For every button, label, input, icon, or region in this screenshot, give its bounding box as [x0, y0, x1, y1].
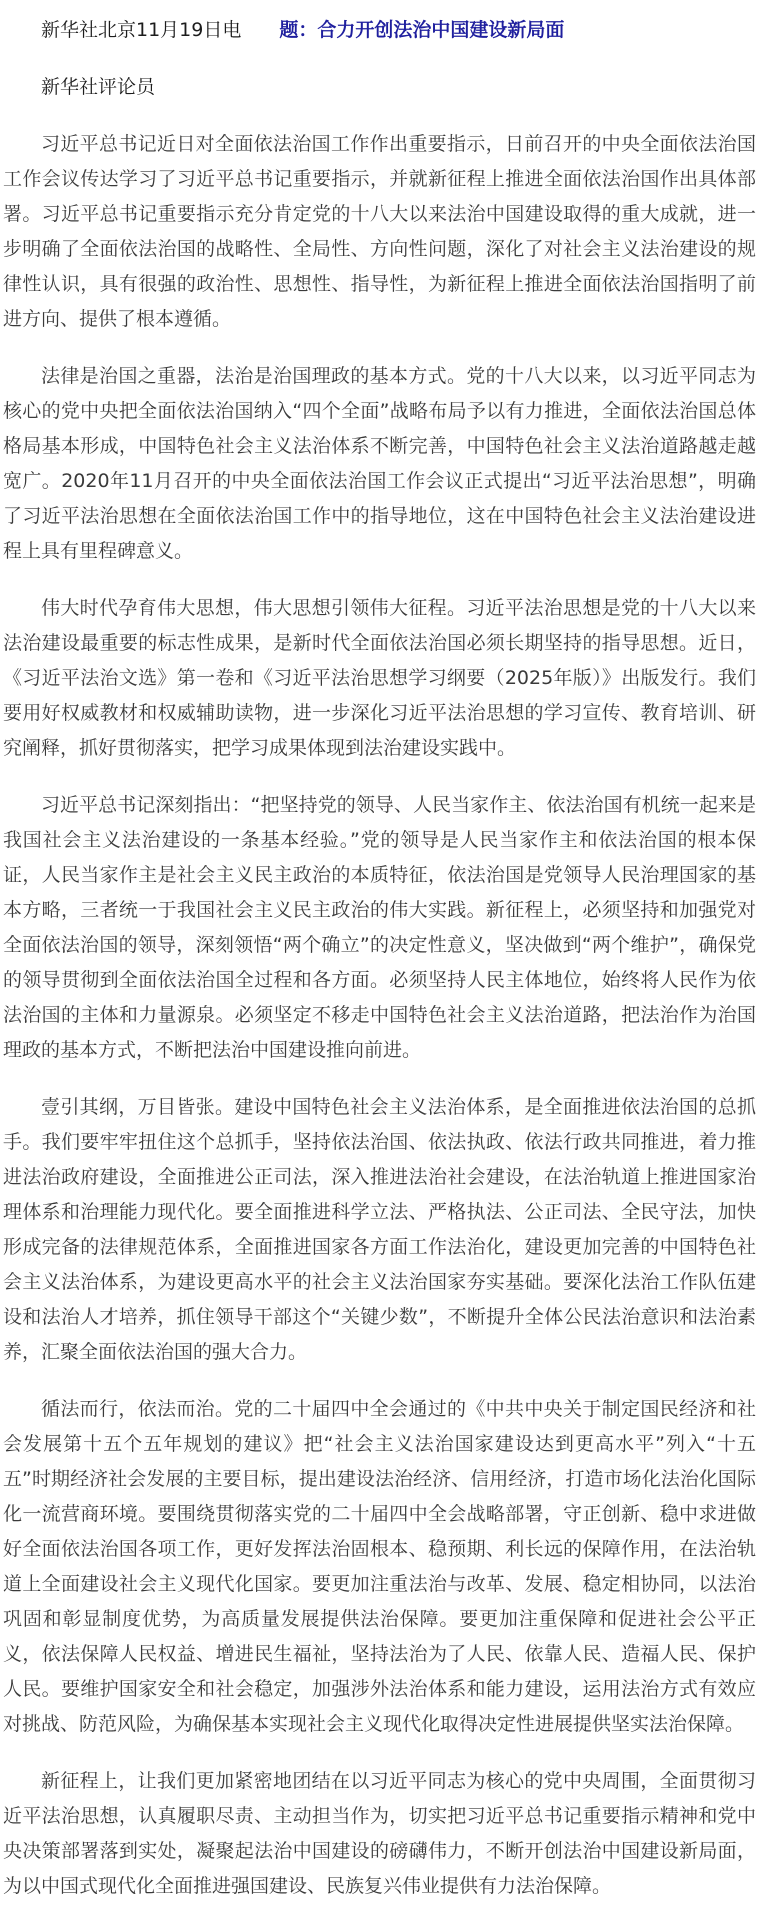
dateline: 新华社北京11月19日电 [41, 19, 242, 41]
author-line: 新华社评论员 [41, 76, 156, 98]
paragraph: 壹引其纲，万目皆张。建设中国特色社会主义法治体系，是全面推进依法治国的总抓手。我们要牢牢扭住这个总抓手，坚持依法治国、依法执政、依法行政共同推进，着力推进法治政府建设，全面推进公正司法，深入推进法治社会建设，在法治轨道上推进国家治理体系和治理能力现代化。要全面推进科学立法、严格执法、公正司法、全民守法，加快形成完备的法律规范体系，全面推进国家各方面工作法治化，建设更加完善的中国特色社会主义法治体系，为建设更高水平的社会主义法治国家夯实基础。要深化法治工作队伍建设和法治人才培养，抓住领导干部这个“关键少数”，不断提升全体公民法治意识和法治素养，汇聚全面依法治国的强大合力。 [3, 1096, 756, 1363]
article-header-line [3, 13, 756, 48]
paragraph: 循法而行，依法而治。党的二十届四中全会通过的《中共中央关于制定国民经济和社会发展第十五个五年规划的建议》把“社会主义法治国家建设达到更高水平”列入“十五五”时期经济社会发展的主要目标，提出建设法治经济、信用经济，打造市场化法治化国际化一流营商环境。要围绕贯彻落实党的二十届四中全会战略部署，守正创新、稳中求进做好全面依法治国各项工作，更好发挥法治固根本、稳预期、利长远的保障作用，在法治轨道上全面建设社会主义现代化国家。要更加注重法治与改革、发展、稳定相协同，以法治巩固和彰显制度优势，为高质量发展提供法治保障。要更加注重保障和促进社会公平正义，依法保障人民权益、增进民生福祉，坚持法治为了人民、依靠人民、造福人民、保护人民。要维护国家安全和社会稳定，加强涉外法治体系和能力建设，运用法治方式有效应对挑战、防范风险，为确保基本实现社会主义现代化取得决定性进展提供坚实法治保障。 [3, 1398, 756, 1735]
paragraph: 新征程上，让我们更加紧密地团结在以习近平同志为核心的党中央周围，全面贯彻习近平法治思想，认真履职尽责、主动担当作为，切实把习近平总书记重要指示精神和党中央决策部署落到实处，凝聚起法治中国建设的磅礴伟力，不断开创法治中国建设新局面，为以中国式现代化全面推进强国建设、民族复兴伟业提供有力法治保障。 [3, 1770, 756, 1897]
paragraph: 法律是治国之重器，法治是治国理政的基本方式。党的十八大以来，以习近平同志为核心的党中央把全面依法治国纳入“四个全面”战略布局予以有力推进，全面依法治国总体格局基本形成，中国特色社会主义法治体系不断完善，中国特色社会主义法治道路越走越宽广。2020年11月召开的中央全面依法治国工作会议正式提出“习近平法治思想”，明确了习近平法治思想在全面依法治国工作中的指导地位，这在中国特色社会主义法治建设进程上具有里程碑意义。 [3, 365, 756, 562]
paragraph: 习近平总书记近日对全面依法治国工作作出重要指示，日前召开的中央全面依法治国工作会议传达学习了习近平总书记重要指示，并就新征程上推进全面依法治国作出具体部署。习近平总书记重要指示充分肯定党的十八大以来法治中国建设取得的重大成就，进一步明确了全面依法治国的战略性、全局性、方向性问题，深化了对社会主义法治建设的规律性认识，具有很强的政治性、思想性、指导性，为新征程上推进全面依法治国指明了前进方向、提供了根本遵循。 [3, 133, 756, 330]
paragraph: 习近平总书记深刻指出：“把坚持党的领导、人民当家作主、依法治国有机统一起来是我国社会主义法治建设的一条基本经验。”党的领导是人民当家作主和依法治国的根本保证，人民当家作主是社会主义民主政治的本质特征，依法治国是党领导人民治理国家的基本方略，三者统一于我国社会主义民主政治的伟大实践。新征程上，必须坚持和加强党对全面依法治国的领导，深刻领悟“两个确立”的决定性意义，坚决做到“两个维护”，确保党的领导贯彻到全面依法治国全过程和各方面。必须坚持人民主体地位，始终将人民作为依法治国的主体和力量源泉。必须坚定不移走中国特色社会主义法治道路，把法治作为治国理政的基本方式，不断把法治中国建设推向前进。 [3, 794, 756, 1061]
paragraph: 伟大时代孕育伟大思想，伟大思想引领伟大征程。习近平法治思想是党的十八大以来法治建设最重要的标志性成果，是新时代全面依法治国必须长期坚持的指导思想。近日，《习近平法治文选》第一卷和《习近平法治思想学习纲要（2025年版）》出版发行。我们要用好权威教材和权威辅助读物，进一步深化习近平法治思想的学习宣传、教育培训、研究阐释，抓好贯彻落实，把学习成果体现到法治建设实践中。 [3, 597, 756, 759]
article-title: 题：合力开创法治中国建设新局面 [279, 19, 565, 41]
